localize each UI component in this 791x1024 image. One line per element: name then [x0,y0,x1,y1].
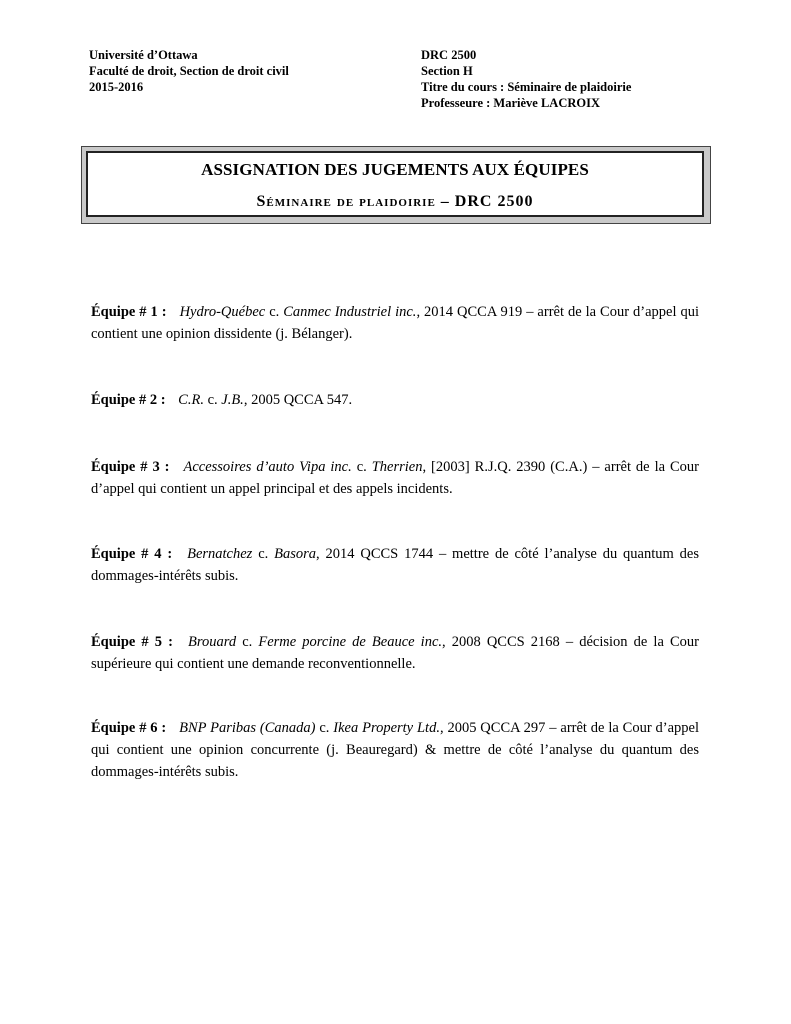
case-party-1: C.R. [178,392,204,408]
case-party-1: Brouard [188,634,237,650]
case-party-2: Ikea Property Ltd. [333,720,440,736]
team-entry-2 [91,389,699,411]
document-subtitle: Séminaire de plaidoirie – DRC 2500 [256,193,534,210]
team-label: Équipe # 2 : [91,392,166,408]
team-entry-6 [91,717,699,783]
case-versus: c. [207,392,218,408]
case-citation: , 2005 QCCA 547. [243,392,353,408]
case-party-1: Bernatchez [187,546,253,562]
team-label: Équipe # 6 : [91,720,167,736]
case-party-2: Therrien [371,459,423,475]
case-citation: , 2008 QCCS 2168 – décision de la Cour supérieure qui contient une demande reconventionnelle. [91,634,699,672]
case-party-1: BNP Paribas (Canada) [179,720,316,736]
case-citation: , 2005 QCCA 297 – arrêt de la Cour d’appel qui contient une opinion concurrente (j. Beauregard) & mettre de côté l’analyse du quantum des dommages-intérêts subis. [91,720,700,780]
institution-header [89,47,289,95]
team-entry-4 [91,543,699,587]
case-versus: c. [242,634,253,650]
team-label: Équipe # 4 : [91,546,173,562]
course-section: Section H [421,64,473,78]
team-entry-5 [91,631,699,675]
case-versus: c. [356,459,367,475]
document-title: ASSIGNATION DES JUGEMENTS AUX ÉQUIPES [201,160,589,179]
case-party-2: Canmec Industriel inc. [283,304,417,320]
course-code: DRC 2500 [421,48,477,62]
team-label: Équipe # 5 : [91,634,173,650]
faculty-name: Faculté de droit, Section de droit civil [89,64,289,78]
case-party-2: J.B. [221,392,244,408]
case-party-2: Basora [274,546,317,562]
course-header [421,47,631,111]
case-party-1: Hydro-Québec [179,304,266,320]
case-versus: c. [269,304,280,320]
team-label: Équipe # 1 : [91,304,167,320]
case-party-1: Accessoires d’auto Vipa inc. [183,459,352,475]
case-versus: c. [319,720,330,736]
professor-name: Professeure : Mariève LACROIX [421,96,601,110]
course-title: Titre du cours : Séminaire de plaidoirie [421,80,632,94]
university-name: Université d’Ottawa [89,48,198,62]
title-box [81,146,711,224]
title-box-inner [86,151,704,217]
case-versus: c. [258,546,269,562]
academic-year: 2015-2016 [89,80,144,94]
case-citation: , [2003] R.J.Q. 2390 (C.A.) – arrêt de la Cour d’appel qui contient un appel principal et des appels incidents. [91,459,699,497]
case-party-2: Ferme porcine de Beauce inc. [258,634,443,650]
team-label: Équipe # 3 : [91,459,170,475]
case-citation: , 2014 QCCS 1744 – mettre de côté l’analyse du quantum des dommages-intérêts subis. [91,546,699,584]
case-citation: , 2014 QCCA 919 – arrêt de la Cour d’appel qui contient une opinion dissidente (j. Bélanger). [91,304,700,342]
team-entry-1 [91,301,699,345]
team-entry-3 [91,456,699,500]
